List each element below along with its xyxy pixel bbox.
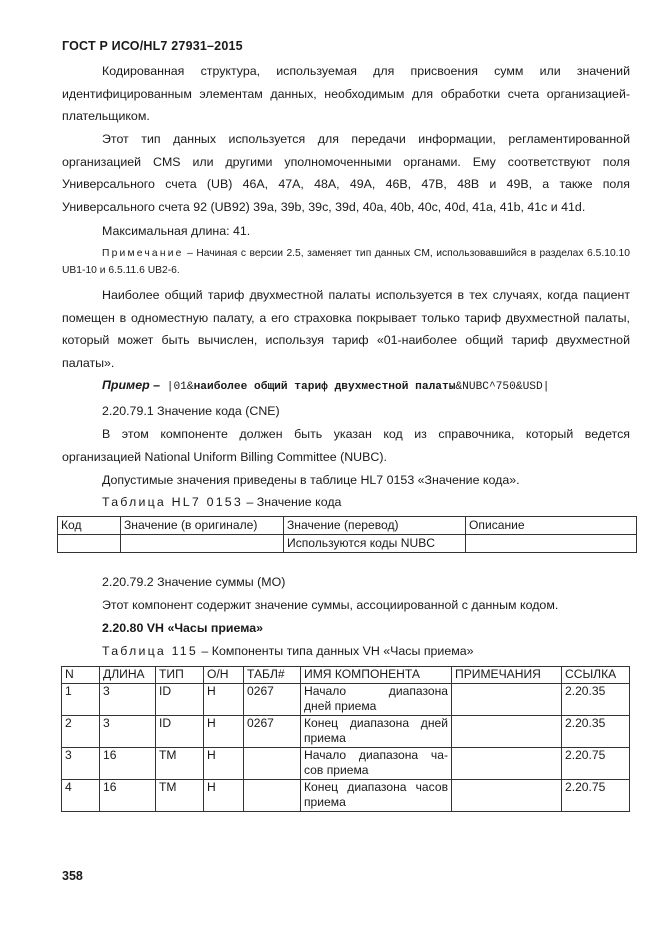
table2-caption-text: – Компоненты типа данных VH «Часы приема»: [197, 644, 474, 658]
table1-caption: [102, 495, 341, 509]
table-header-cell: ССЫЛКА: [562, 667, 630, 684]
table-row: [62, 779, 630, 811]
table-cell: [121, 535, 284, 553]
table-header-cell: ПРИМЕЧАНИЯ: [452, 667, 562, 684]
example-code-text: наиболее общий тариф двухместной палаты: [193, 381, 456, 393]
component-name-line: Начало диапазона ча-: [304, 747, 448, 762]
table-header-row: [58, 517, 637, 535]
table-cell: [452, 747, 562, 779]
table-cell: H: [204, 715, 244, 747]
table-header-cell: ТИП: [156, 667, 204, 684]
table-cell: [301, 683, 452, 715]
component-name-line: Начало диапазона: [304, 683, 448, 698]
table-header-cell: Значение (в оригинале): [121, 517, 284, 535]
table-cell: [244, 747, 301, 779]
component-name-line: Конец диапазона часов: [304, 779, 448, 794]
section-heading-80: 2.20.80 VH «Часы приема»: [102, 621, 264, 635]
table-cell: [301, 747, 452, 779]
table2-caption: [102, 644, 474, 658]
table-row: [62, 683, 630, 715]
table-cell: 2.20.35: [562, 715, 630, 747]
table-cell: [301, 715, 452, 747]
table-cell: [58, 535, 121, 553]
paragraph-amount: Этот компонент содержит значение суммы, ассоциированной с данным кодом.: [102, 598, 559, 612]
table-header-cell: Код: [58, 517, 121, 535]
example-code-end: &NUBC^750&USD|: [455, 381, 550, 393]
table-cell: 3: [100, 683, 156, 715]
component-name-line: сов приема: [304, 763, 369, 777]
example-label: Пример –: [102, 378, 161, 392]
table-row: [62, 715, 630, 747]
table-cell: TM: [156, 779, 204, 811]
table-cell: TM: [156, 747, 204, 779]
paragraph-data-type-usage: Этот тип данных используется для передачи информации, регламентированной организацией CMS или другими уполномоченными органами. Ему соответствуют поля Универсального счета (UB) 46A, 47A, 48A, 49A, 46B, 47B, 48B и 49B, а также поля Универсального счета 92 (UB92) 39a, 39b, 39c, 39d, 40a, 40b, 40c, 40d, 41a, 41b, 41c и 41d.: [62, 132, 630, 215]
table-header-cell: N: [62, 667, 100, 684]
table-cell: 2: [62, 715, 100, 747]
example-code-start: |01&: [160, 381, 194, 393]
table-cell: 0267: [244, 715, 301, 747]
note-label: Примечание: [102, 248, 184, 259]
table-header-cell: Описание: [466, 517, 637, 535]
note: [62, 246, 630, 279]
table-row: [62, 747, 630, 779]
table-cell: 3: [62, 747, 100, 779]
table-cell: 2.20.75: [562, 779, 630, 811]
table-cell: [301, 779, 452, 811]
table-cell: [466, 535, 637, 553]
table-header-cell: ДЛИНА: [100, 667, 156, 684]
table-cell: 1: [62, 683, 100, 715]
paragraph-coded-structure: Кодированная структура, используемая для присвоения сумм или значений идентифицированным элементам данных, необходимым для обработки счета организацией-плательщиком.: [62, 64, 630, 124]
table-cell: ID: [156, 715, 204, 747]
table-cell: 2.20.75: [562, 747, 630, 779]
table1-caption-label: Таблица HL7 0153: [102, 495, 243, 509]
paragraph-allowed-values: Допустимые значения приведены в таблице HL7 0153 «Значение кода».: [102, 473, 520, 487]
table-header-cell: О/Н: [204, 667, 244, 684]
component-name-line: дней приема: [304, 699, 377, 713]
max-length: Максимальная длина: 41.: [102, 224, 251, 238]
component-name-line: приема: [304, 731, 346, 745]
table-header-row: [62, 667, 630, 684]
note-text: – Начиная с версии 2.5, заменяет тип данных CM, использовавшийся в разделах 6.5.10.10 UB1-10 и 6.5.11.6 UB2-6.: [62, 248, 630, 276]
example-line: [102, 378, 549, 393]
table-cell: [452, 683, 562, 715]
table-cell: [452, 779, 562, 811]
paragraph-nubc: В этом компоненте должен быть указан код из справочника, который ведется организацией National Uniform Billing Committee (NUBC).: [62, 427, 630, 464]
component-name-line: приема: [304, 795, 346, 809]
document-header: ГОСТ Р ИСО/HL7 27931–2015: [62, 39, 243, 53]
table-cell: 2.20.35: [562, 683, 630, 715]
table-header-cell: ТАБЛ#: [244, 667, 301, 684]
page-number: 358: [62, 869, 83, 883]
section-heading-79-2: 2.20.79.2 Значение суммы (MO): [102, 575, 286, 589]
table-cell: ID: [156, 683, 204, 715]
table-cell: 0267: [244, 683, 301, 715]
table-cell: H: [204, 779, 244, 811]
table2-caption-label: Таблица 115: [102, 644, 198, 658]
table-header-cell: ИМЯ КОМПОНЕНТА: [301, 667, 452, 684]
component-name-line: Конец диапазона дней: [304, 715, 448, 730]
section-heading-79-1: 2.20.79.1 Значение кода (CNE): [102, 404, 280, 418]
table-cell: H: [204, 683, 244, 715]
vh-components-table: [61, 666, 630, 812]
table-cell: [452, 715, 562, 747]
table-cell: 16: [100, 779, 156, 811]
table-cell: 16: [100, 747, 156, 779]
paragraph-room-rate: Наиболее общий тариф двухместной палаты используется в тех случаях, когда пациент помещен в одноместную палату, а его страховка покрывает только тариф двухместной палаты, который может быть вычислен, используя тариф «01-наиболее общий тариф двухместной палаты».: [62, 288, 630, 371]
table-row: [58, 535, 637, 553]
table-cell: [244, 779, 301, 811]
table-cell: Используются коды NUBC: [284, 535, 466, 553]
table1-caption-text: – Значение кода: [242, 495, 342, 509]
table-cell: 3: [100, 715, 156, 747]
table-cell: H: [204, 747, 244, 779]
code-value-table: [57, 516, 637, 553]
table-cell: 4: [62, 779, 100, 811]
table-header-cell: Значение (перевод): [284, 517, 466, 535]
